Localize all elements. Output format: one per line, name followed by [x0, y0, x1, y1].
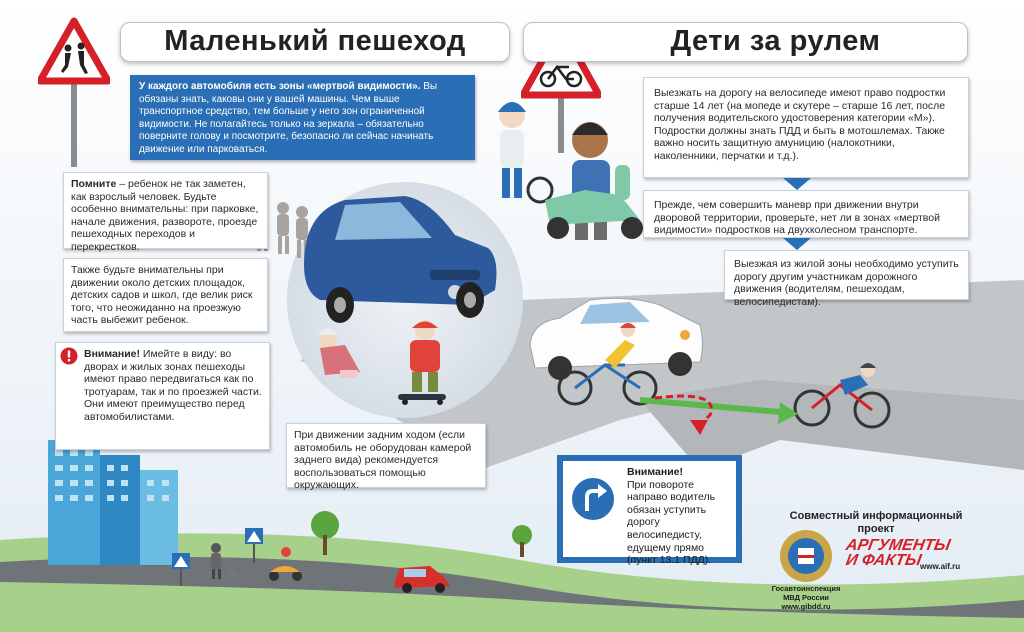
turn-right-sign-icon — [569, 475, 617, 523]
gibdd-emblem-icon — [780, 530, 832, 582]
left-section-title — [120, 22, 510, 62]
residential-exit-text: Выезжая из жилой зоны необходимо уступить дорогу другим участникам дорожного движения (водителям, пешеходам, велосипедистам). — [734, 258, 959, 308]
blind-zone-note — [130, 75, 475, 160]
playgrounds-text: Также будьте внимательны при движении около детских площадок, детских садов и школ, где велик риск того, что неожиданно на проезжую часть выбежит ребенок. — [71, 264, 253, 327]
aif-line-2: И ФАКТЫ — [844, 552, 923, 569]
aif-logo — [846, 538, 971, 578]
joint-project-credit — [778, 510, 974, 536]
aif-line-1: АРГУМЕНТЫ — [844, 537, 952, 554]
reverse-text: При движении задним ходом (если автомобиль не оборудован камерой заднего вида) рекомендуется воспользоваться помощью окружающих. — [294, 429, 472, 492]
blind-zone-lead: У каждого автомобиля есть зоны «мертвой видимости». — [139, 81, 421, 92]
reverse-note — [286, 423, 486, 492]
bike-age-text: Выезжать на дорогу на велосипеде имеют право подростки старше 14 лет (на мопеде и скутере – старше 16 лет, после получения водительского удостоверения категории «М»). Подростки должны знать ПДД и быть в мотошлемах. Также важно носить защитную амуницию (налокотники, наколенники, перчатки и т.д.). — [654, 87, 946, 162]
yard-maneuver-note — [643, 190, 969, 238]
arrow-down-icon — [783, 178, 811, 190]
attention-left-lead: Внимание! — [84, 348, 140, 360]
blind-zone-text: Вы обязаны знать, каковы они у вашей машины. Чем выше транспортное средство, тем больше у него зон ограниченной видимости. Не полагайтесь только на зеркала – обязательно поверните голову и посмотрите, безопасно ли сейчас начинать движение или парковаться. — [139, 81, 438, 155]
gibdd-line-2: МВД России — [783, 593, 829, 602]
children-crossing-sign-icon — [38, 17, 110, 167]
project-line-2: проект — [857, 523, 895, 535]
right-section-title-text: Дети за рулем — [670, 25, 881, 57]
attention-right-note — [557, 455, 742, 567]
right-section-title — [523, 22, 968, 62]
remember-lead: Помните — [71, 178, 117, 190]
residential-exit-note — [724, 250, 969, 308]
aif-url[interactable]: www.aif.ru — [920, 562, 961, 571]
attention-left-text: Имейте в виду: во дворах и жилых зонах пешеходы имеют право передвигаться как по тротуарам, так и по проезжей части. Они имеют преимущество перед автомобилистами. — [84, 348, 262, 423]
gibdd-credit — [766, 584, 846, 611]
exclamation-icon — [60, 347, 78, 365]
attention-left-note — [55, 342, 270, 450]
bike-age-note — [643, 77, 969, 178]
project-line-1: Совместный информационный — [789, 510, 963, 522]
left-section-title-text: Маленький пешеход — [164, 25, 466, 57]
remember-text: – ребенок не так заметен, как взрослый человек. Будьте особенно внимательны: при парковке, начале движения, развороте, проезде пешеходных переходов и перекрестков. — [71, 178, 259, 253]
arrow-down-icon-2 — [783, 238, 811, 250]
gibdd-url[interactable]: www.gibdd.ru — [781, 602, 831, 611]
gibdd-line-1: Госавтоинспекция — [771, 584, 841, 593]
remember-note — [63, 172, 268, 253]
attention-right-lead: Внимание! — [627, 466, 683, 478]
attention-right-text: При повороте направо водитель обязан уступить дорогу велосипедисту, едущему прямо (пункт 13.1 ПДД). — [627, 478, 716, 567]
playgrounds-note — [63, 258, 268, 332]
yard-maneuver-text: Прежде, чем совершить маневр при движении внутри дворовой территории, проверьте, нет ли в зонах «мертвой видимости» подростков на двухколесном транспорте. — [654, 199, 940, 237]
